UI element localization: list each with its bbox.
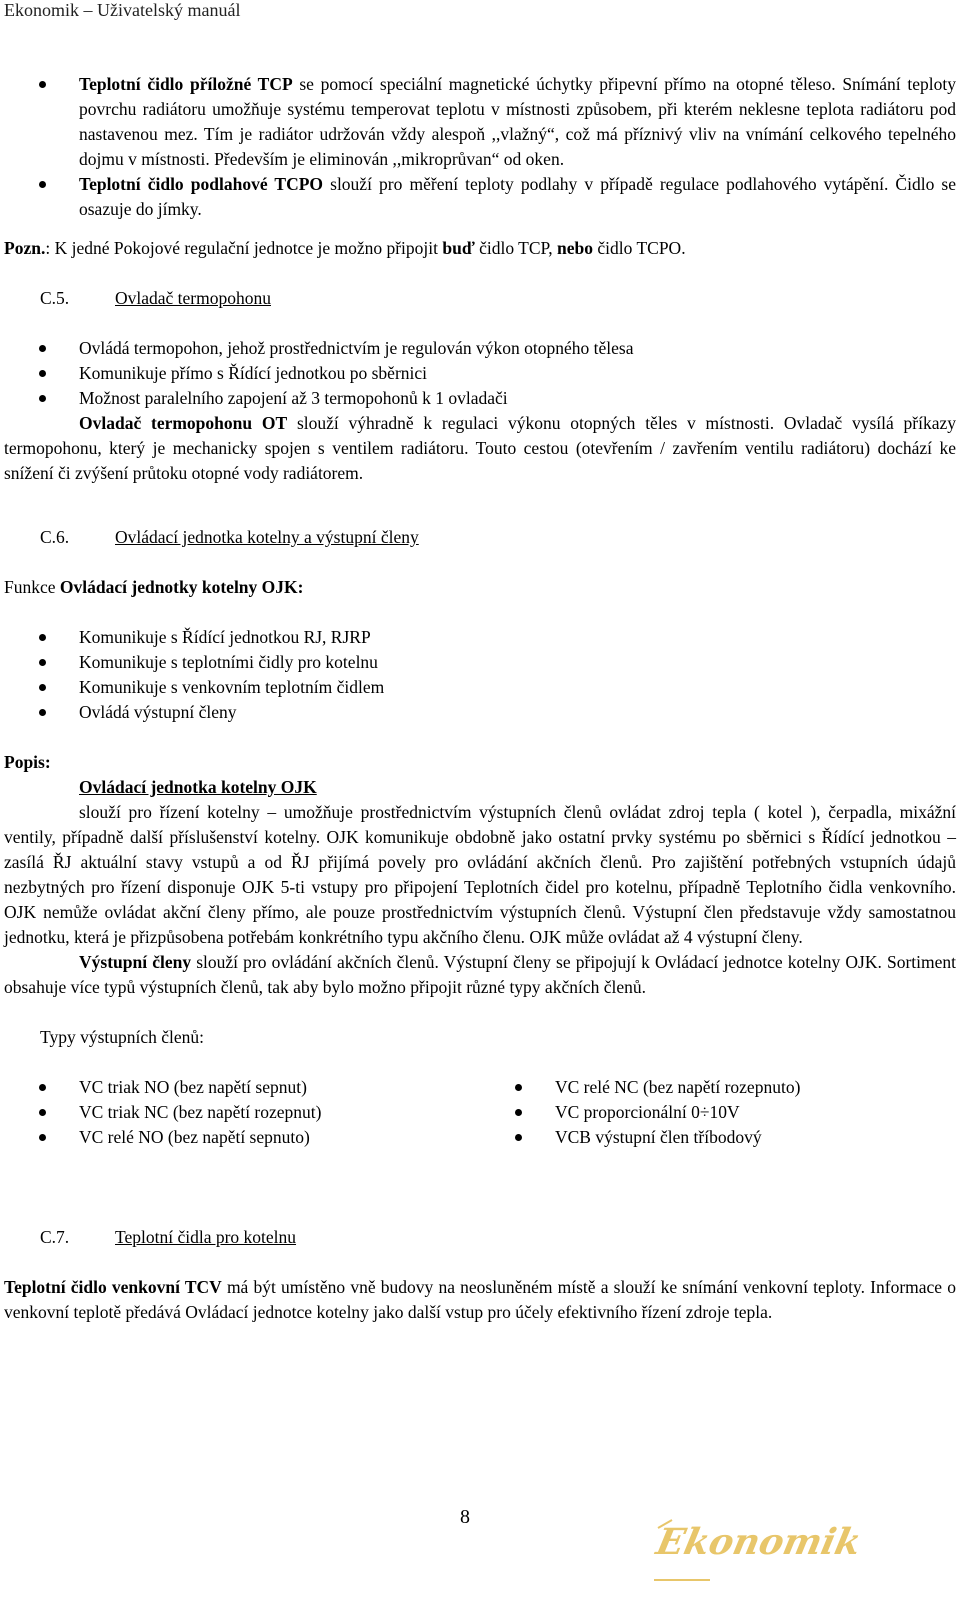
- note-bold-1: buď: [442, 238, 475, 258]
- bullet-tcpo: [4, 172, 956, 222]
- tcpo-description: slouží pro měření teploty podlahy v případě regulace podlahového vytápění. Čidlo se osazuje do jímky.: [79, 174, 957, 219]
- types-label: Typy výstupních členů:: [40, 1027, 205, 1047]
- types-list: [4, 1075, 956, 1150]
- vc-term: Výstupní členy: [79, 952, 192, 972]
- list-item: Komunikuje s venkovním teplotním čidlem: [4, 675, 956, 700]
- section-c7-heading: [4, 1225, 956, 1250]
- page-number: 8: [460, 1506, 470, 1528]
- ot-description: slouží výhradně k regulaci výkonu otopných těles v místnosti. Ovladač vysílá příkazy termopohonu, který je mechanicky spojen s ventilem radiátoru. Touto cestou (otevřením / zavřením ventilu radiátoru) dochází ke snížení či zvýšení průtoku otopné vody radiátorem.: [4, 413, 956, 483]
- list-item: VC triak NC (bez napětí rozepnut): [4, 1100, 480, 1125]
- section-title: Ovladač termopohonu: [115, 288, 271, 308]
- tcp-description: se pomocí speciální magnetické úchytky připevní přímo na otopné těleso. Snímání teploty povrchu radiátoru umožňuje systému temperovat teplotu v místnosti způsobem, při kterém neklesne teplota radiátoru pod nastavenou mez. Tím je radiátor udržován vždy alespoň ,,vlažný“, což má příznivý vliv na vnímání celkového tepelného dojmu v místnosti. Především je eliminován ,,mikroprůvan“ od oken.: [79, 74, 956, 169]
- note: [4, 236, 956, 261]
- note-text-1: : K jedné Pokojové regulační jednotce je možno připojit: [45, 238, 443, 258]
- ojk-paragraph: [4, 800, 956, 950]
- section-c5-heading: [4, 286, 956, 311]
- section-number: C.7.: [40, 1227, 70, 1247]
- section-number: C.6.: [40, 527, 70, 547]
- list-item: VC triak NO (bez napětí sepnut): [4, 1075, 480, 1100]
- types-column-left: [4, 1075, 480, 1150]
- section-number: C.5.: [40, 288, 70, 308]
- note-bold-2: nebo: [557, 238, 594, 258]
- section-title: Teplotní čidla pro kotelnu: [115, 1227, 297, 1247]
- list-item: VCB výstupní člen tříbodový: [480, 1125, 956, 1150]
- note-text-2: čidlo TCP,: [474, 238, 558, 258]
- section-c6-heading: [4, 525, 956, 550]
- document-header: Ekonomik – Uživatelský manuál: [4, 0, 241, 20]
- funkce-label: Funkce: [4, 577, 60, 597]
- tcp-term: Teplotní čidlo příložné TCP: [79, 74, 293, 94]
- list-item: VC proporcionální 0÷10V: [480, 1100, 956, 1125]
- funkce-line: [4, 575, 956, 600]
- list-item: VC relé NO (bez napětí sepnuto): [4, 1125, 480, 1150]
- tcv-paragraph: [4, 1275, 956, 1325]
- list-item: Možnost paralelního zapojení až 3 termopohonů k 1 ovladači: [4, 386, 956, 411]
- list-item: Komunikuje s teplotními čidly pro kotelnu: [4, 650, 956, 675]
- page-content: [4, 72, 956, 1325]
- list-item: Ovládá termopohon, jehož prostřednictvím je regulován výkon otopného tělesa: [4, 336, 956, 361]
- ot-term: Ovladač termopohonu OT: [79, 413, 288, 433]
- tcpo-term: Teplotní čidlo podlahové TCPO: [79, 174, 324, 194]
- section-title: Ovládací jednotka kotelny a výstupní členy: [115, 527, 419, 547]
- list-item: Komunikuje přímo s Řídící jednotkou po sběrnici: [4, 361, 956, 386]
- note-label: Pozn.: [4, 238, 46, 258]
- funkce-term: Ovládací jednotky kotelny OJK:: [59, 577, 304, 597]
- popis-label-text: Popis:: [4, 752, 51, 772]
- list-item: Ovládá výstupní členy: [4, 700, 956, 725]
- bullet-tcp: [4, 72, 956, 172]
- vc-paragraph: [4, 950, 956, 1000]
- logo-text: Ekonomik: [652, 1520, 866, 1563]
- ekonomik-logo: [650, 1510, 880, 1585]
- list-item: VC relé NC (bez napětí rozepnuto): [480, 1075, 956, 1100]
- ojk-heading-text: Ovládací jednotka kotelny OJK: [79, 777, 317, 797]
- ot-paragraph: [4, 411, 956, 486]
- popis-label: [4, 750, 956, 775]
- types-column-right: [480, 1075, 956, 1150]
- vc-description: slouží pro ovládání akčních členů. Výstupní členy se připojují k Ovládací jednotce kotelny OJK. Sortiment obsahuje více typů výstupních členů, tak aby bylo možno připojit různé typy akčních členů.: [4, 952, 956, 997]
- tcv-description: má být umístěno vně budovy na neosluněném místě a slouží ke snímání venkovní teploty. Informace o venkovní teplotě předává Ovládací jednotce kotelny jako další vstup pro účely efektivního řízení zdroje tepla.: [4, 1277, 956, 1322]
- note-text-3: čidlo TCPO.: [593, 238, 686, 258]
- tcv-term: Teplotní čidlo venkovní TCV: [4, 1277, 222, 1297]
- ojk-heading: [4, 775, 956, 800]
- ojk-description: slouží pro řízení kotelny – umožňuje prostřednictvím výstupních členů ovládat zdroj tepla ( kotel ), čerpadla, mixážní ventily, případně další příslušenství kotelny. OJK komunikuje obdobně jako ostatní prvky systému po sběrnici s Řídící jednotkou – zasílá ŘJ aktuální stavy vstupů a od ŘJ přijímá povely pro ovládání akčních členů. Pro zajištění potřebných vstupních údajů nezbytných pro řízení disponuje OJK 5-ti vstupy pro připojení Teplotních čidel pro kotelnu, případně Teplotního čidla venkovního. OJK nemůže ovládat akční členy přímo, ale pouze prostřednictvím výstupních členů. Výstupní člen představuje vždy samostatnou jednotku, která je přizpůsobena potřebám konkrétního typu akčního členu. OJK může ovládat až 4 výstupní členy.: [4, 802, 956, 947]
- list-item: Komunikuje s Řídící jednotkou RJ, RJRP: [4, 625, 956, 650]
